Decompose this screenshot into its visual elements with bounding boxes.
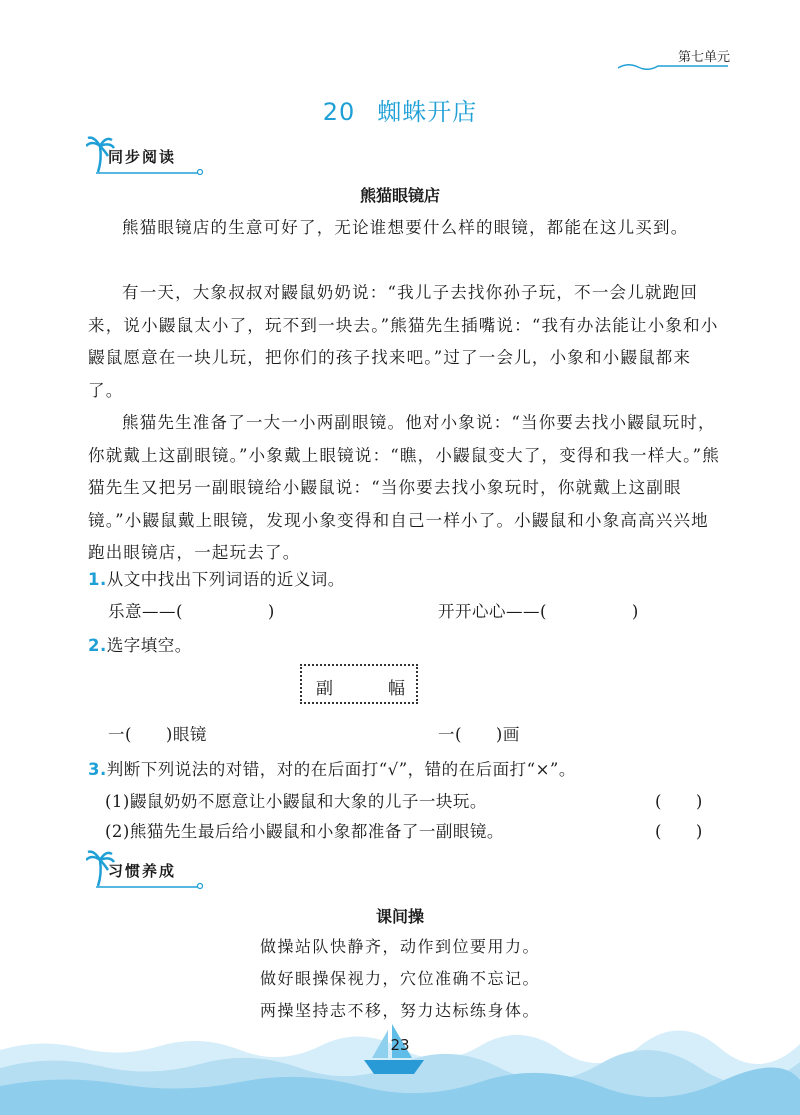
question-1-number: 1. xyxy=(88,570,107,589)
q3-statement-2: (2)熊猫先生最后给小鼹鼠和小象都准备了一副眼镜。 xyxy=(105,822,504,841)
unit-wave-decoration xyxy=(618,62,728,70)
lesson-name: 蜘蛛开店 xyxy=(377,98,478,126)
footer-waves-decoration xyxy=(0,1020,800,1115)
question-3-text: 判断下列说法的对错，对的在后面打“√”，错的在后面打“×”。 xyxy=(106,760,576,779)
question-3 xyxy=(88,756,576,780)
section-habit-label: 习惯养成 xyxy=(108,862,177,880)
poem-line-2: 做好眼操保视力，穴位准确不忘记。 xyxy=(259,969,540,988)
q2-blank-2[interactable]: 一( )画 xyxy=(438,725,520,744)
question-2-text: 选字填空。 xyxy=(106,636,192,655)
q1-item-2[interactable]: 开开心心——( ) xyxy=(438,602,639,621)
page-number: 23 xyxy=(390,1036,410,1054)
question-1 xyxy=(88,566,345,590)
q1-item-1[interactable]: 乐意——( ) xyxy=(108,602,275,621)
question-2-number: 2. xyxy=(88,636,107,655)
unit-label: 第七单元 xyxy=(677,50,730,65)
q3-answer-2[interactable]: ( ) xyxy=(655,822,703,841)
choice-char-2: 幅 xyxy=(388,679,405,699)
section-habit-header xyxy=(86,850,216,890)
story-paragraph-3: 熊猫先生准备了一大一小两副眼镜。他对小象说：“当你要去找小鼹鼠玩时，你就戴上这副眼镜。”小象戴上眼镜说：“瞧，小鼹鼠变大了，变得和我一样大。”熊猫先生又把另一副眼镜给小鼹鼠说：“当你要去找小象玩时，你就戴上这副眼镜。”小鼹鼠戴上眼镜，发现小象变得和自己一样小了。小鼹鼠和小象高高兴兴地跑出眼镜店，一起玩去了。 xyxy=(88,413,720,562)
character-choice-box xyxy=(300,664,418,704)
poem-line-3: 两操坚持志不移，努力达标练身体。 xyxy=(259,1001,540,1020)
section-reading-label: 同步阅读 xyxy=(108,148,177,166)
poem-title: 课间操 xyxy=(375,907,424,926)
q2-blank-1[interactable]: 一( )眼镜 xyxy=(108,725,207,744)
question-2 xyxy=(88,632,192,656)
story-title: 熊猫眼镜店 xyxy=(359,186,440,205)
question-3-number: 3. xyxy=(88,760,107,779)
lesson-title xyxy=(0,92,800,127)
section-reading-header xyxy=(86,136,216,176)
q3-statement-1: (1)鼹鼠奶奶不愿意让小鼹鼠和大象的儿子一块玩。 xyxy=(105,792,487,811)
lesson-number: 20 xyxy=(322,98,356,126)
story-paragraph-2: 有一天，大象叔叔对鼹鼠奶奶说：“我儿子去找你孙子玩，不一会儿就跑回来，说小鼹鼠太小了，玩不到一块去。”熊猫先生插嘴说：“我有办法能让小象和小鼹鼠愿意在一块儿玩，把你们的孩子找来吧。”过了一会儿，小象和小鼹鼠都来了。 xyxy=(88,283,719,400)
question-1-text: 从文中找出下列词语的近义词。 xyxy=(106,570,345,589)
q3-answer-1[interactable]: ( ) xyxy=(655,792,703,811)
poem-line-1: 做操站队快静齐，动作到位要用力。 xyxy=(259,937,540,956)
story-paragraph-1: 熊猫眼镜店的生意可好了，无论谁想要什么样的眼镜，都能在这儿买到。 xyxy=(122,218,689,237)
choice-char-1: 副 xyxy=(316,679,333,699)
